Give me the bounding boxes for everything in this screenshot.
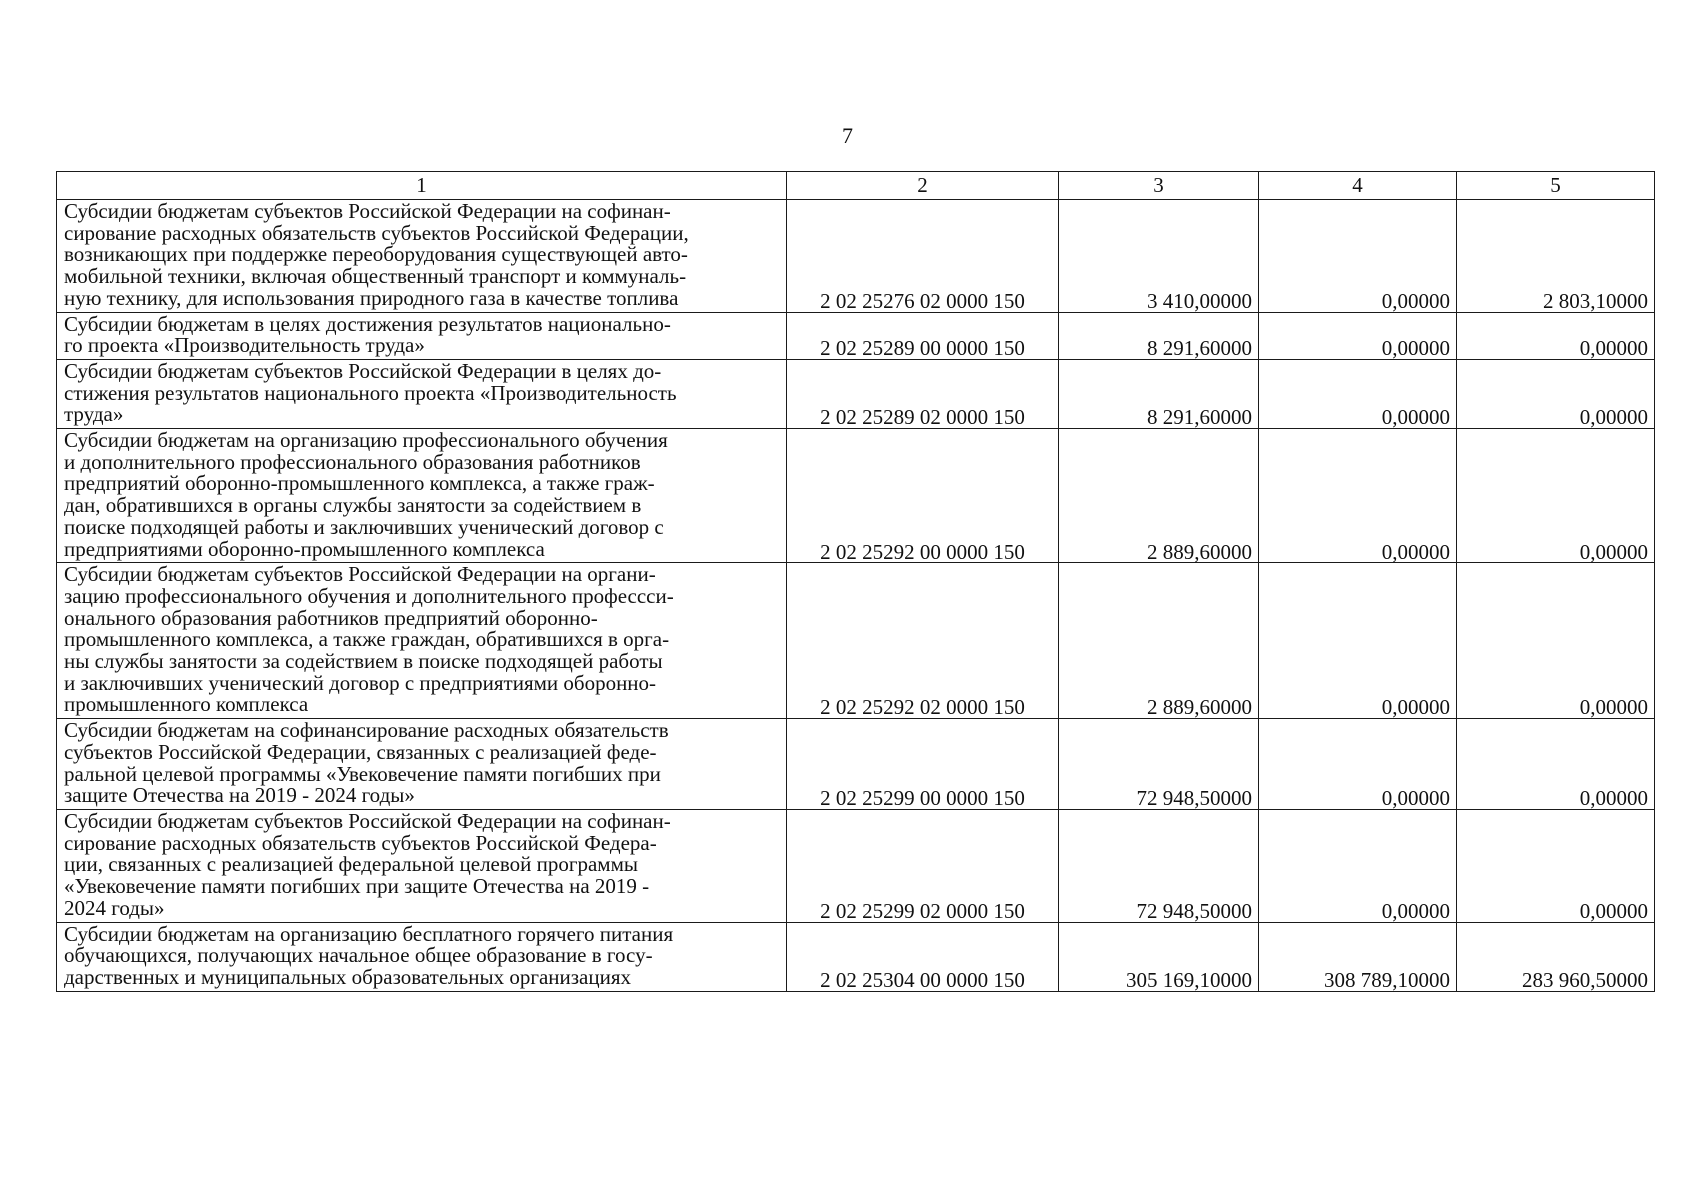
- description-line: Субсидии бюджетам на организацию профессионального обучения: [64, 428, 668, 453]
- col4-value: 0,00000: [1381, 539, 1450, 564]
- header-col-4: 4: [1259, 172, 1457, 200]
- header-row: [57, 172, 1655, 200]
- budget-table: [56, 171, 1655, 992]
- description-line: «Увековечение памяти погибших при защите Отечества на 2019 -: [64, 874, 650, 899]
- code-value: 2 02 25289 00 0000 150: [820, 336, 1025, 361]
- row-col4: [1259, 719, 1457, 810]
- description-line: возникающих при поддержке переоборудования существующей авто-: [64, 242, 688, 267]
- description-line: Субсидии бюджетам субъектов Российской Федерации на софинан-: [64, 199, 671, 223]
- col4-value: 0,00000: [1381, 405, 1450, 430]
- code-value: 2 02 25299 00 0000 150: [820, 786, 1025, 811]
- description-line: промышленного комплекса, а также граждан, обратившихся в орга-: [64, 627, 670, 652]
- description-line: Субсидии бюджетам в целях достижения результатов национально-: [64, 311, 671, 336]
- row-code: [787, 719, 1059, 810]
- code-value: 2 02 25304 00 0000 150: [820, 967, 1025, 992]
- description-line: дан, обратившихся в органы службы занятости за содействием в: [64, 493, 642, 518]
- description-line: субъектов Российской Федерации, связанных с реализацией феде-: [64, 739, 657, 764]
- row-description: [57, 359, 787, 428]
- table-row: [57, 563, 1655, 719]
- description-line: ции, связанных с реализацией федеральной целевой программы: [64, 852, 638, 877]
- col3-value: 72 948,50000: [1136, 786, 1252, 811]
- row-code: [787, 359, 1059, 428]
- table-row: [57, 719, 1655, 810]
- row-col4: [1259, 922, 1457, 991]
- row-description: [57, 200, 787, 313]
- description-line: труда»: [64, 402, 124, 427]
- row-code: [787, 429, 1059, 563]
- description-line: сирование расходных обязательств субъектов Российской Федера-: [64, 830, 657, 855]
- col5-value: 0,00000: [1579, 898, 1648, 923]
- col3-value: 72 948,50000: [1136, 898, 1252, 923]
- header-col-5: 5: [1457, 172, 1655, 200]
- row-col5: [1457, 719, 1655, 810]
- row-code: [787, 563, 1059, 719]
- col5-value: 0,00000: [1579, 405, 1648, 430]
- row-description: [57, 719, 787, 810]
- col3-value: 2 889,60000: [1147, 539, 1252, 564]
- description-line: Субсидии бюджетам субъектов Российской Федерации на органи-: [64, 562, 656, 587]
- table-row: [57, 200, 1655, 313]
- row-col3: [1059, 312, 1259, 359]
- row-col5: [1457, 809, 1655, 922]
- code-value: 2 02 25289 02 0000 150: [820, 405, 1025, 430]
- row-col3: [1059, 719, 1259, 810]
- col5-value: 0,00000: [1579, 786, 1648, 811]
- row-col5: [1457, 922, 1655, 991]
- row-col3: [1059, 429, 1259, 563]
- description-line: Субсидии бюджетам на организацию бесплатного горячего питания: [64, 921, 674, 946]
- col5-value: 0,00000: [1579, 336, 1648, 361]
- row-col4: [1259, 809, 1457, 922]
- code-value: 2 02 25292 00 0000 150: [820, 539, 1025, 564]
- description-line: 2024 годы»: [64, 895, 165, 920]
- description-line: стижения результатов национального проекта «Производительность: [64, 380, 677, 405]
- header-col-1: 1: [57, 172, 787, 200]
- description-line: поиске подходящей работы и заключивших ученический договор с: [64, 514, 664, 539]
- description-line: предприятиями оборонно-промышленного комплекса: [64, 536, 545, 561]
- code-value: 2 02 25299 02 0000 150: [820, 898, 1025, 923]
- table-row: [57, 809, 1655, 922]
- row-col3: [1059, 922, 1259, 991]
- row-col5: [1457, 312, 1655, 359]
- row-description: [57, 922, 787, 991]
- description-line: Субсидии бюджетам субъектов Российской Федерации на софинан-: [64, 808, 671, 833]
- row-description: [57, 429, 787, 563]
- description-line: сирование расходных обязательств субъектов Российской Федерации,: [64, 220, 689, 245]
- row-col3: [1059, 359, 1259, 428]
- row-col5: [1457, 429, 1655, 563]
- description-line: онального образования работников предприятий оборонно-: [64, 605, 598, 630]
- col3-value: 2 889,60000: [1147, 695, 1252, 720]
- description-line: Субсидии бюджетам субъектов Российской Федерации в целях до-: [64, 358, 662, 383]
- col4-value: 308 789,10000: [1324, 967, 1450, 992]
- row-col5: [1457, 200, 1655, 313]
- col4-value: 0,00000: [1381, 786, 1450, 811]
- description-line: ны службы занятости за содействием в поиске подходящей работы: [64, 649, 663, 674]
- row-col3: [1059, 200, 1259, 313]
- row-description: [57, 809, 787, 922]
- col3-value: 305 169,10000: [1126, 967, 1252, 992]
- col4-value: 0,00000: [1381, 898, 1450, 923]
- col4-value: 0,00000: [1381, 695, 1450, 720]
- row-code: [787, 809, 1059, 922]
- col4-value: 0,00000: [1381, 288, 1450, 313]
- row-code: [787, 312, 1059, 359]
- code-value: 2 02 25292 02 0000 150: [820, 695, 1025, 720]
- row-code: [787, 200, 1059, 313]
- row-col4: [1259, 312, 1457, 359]
- col3-value: 8 291,60000: [1147, 405, 1252, 430]
- description-line: и заключивших ученический договор с предприятиями оборонно-: [64, 670, 657, 695]
- col5-value: 283 960,50000: [1522, 967, 1648, 992]
- row-description: [57, 312, 787, 359]
- description-line: ную технику, для использования природного газа в качестве топлива: [64, 285, 679, 310]
- table-row: [57, 312, 1655, 359]
- table-row: [57, 922, 1655, 991]
- description-line: ральной целевой программы «Увековечение памяти погибших при: [64, 761, 661, 786]
- description-line: промышленного комплекса: [64, 692, 309, 717]
- row-col4: [1259, 563, 1457, 719]
- description-line: Субсидии бюджетам на софинансирование расходных обязательств: [64, 718, 669, 743]
- row-col4: [1259, 429, 1457, 563]
- row-col3: [1059, 563, 1259, 719]
- description-line: мобильной техники, включая общественный транспорт и коммуналь-: [64, 264, 687, 289]
- col3-value: 3 410,00000: [1147, 288, 1252, 313]
- table-row: [57, 429, 1655, 563]
- col5-value: 0,00000: [1579, 695, 1648, 720]
- col4-value: 0,00000: [1381, 336, 1450, 361]
- table-row: [57, 359, 1655, 428]
- row-col4: [1259, 359, 1457, 428]
- description-line: го проекта «Производительность труда»: [64, 333, 425, 358]
- description-line: обучающихся, получающих начальное общее образование в госу-: [64, 943, 653, 968]
- page-number: 7: [842, 123, 853, 148]
- row-col4: [1259, 200, 1457, 313]
- col5-value: 0,00000: [1579, 539, 1648, 564]
- row-code: [787, 922, 1059, 991]
- row-col5: [1457, 359, 1655, 428]
- row-col3: [1059, 809, 1259, 922]
- row-col5: [1457, 563, 1655, 719]
- description-line: дарственных и муниципальных образовательных организациях: [64, 964, 631, 989]
- description-line: предприятий оборонно-промышленного комплекса, а также граж-: [64, 471, 655, 496]
- col3-value: 8 291,60000: [1147, 336, 1252, 361]
- header-col-2: 2: [787, 172, 1059, 200]
- header-col-3: 3: [1059, 172, 1259, 200]
- description-line: и дополнительного профессионального образования работников: [64, 449, 641, 474]
- description-line: защите Отечества на 2019 - 2024 годы»: [64, 783, 415, 808]
- code-value: 2 02 25276 02 0000 150: [820, 288, 1025, 313]
- description-line: зацию профессионального обучения и дополнительного профессси-: [64, 583, 674, 608]
- col5-value: 2 803,10000: [1543, 288, 1648, 313]
- row-description: [57, 563, 787, 719]
